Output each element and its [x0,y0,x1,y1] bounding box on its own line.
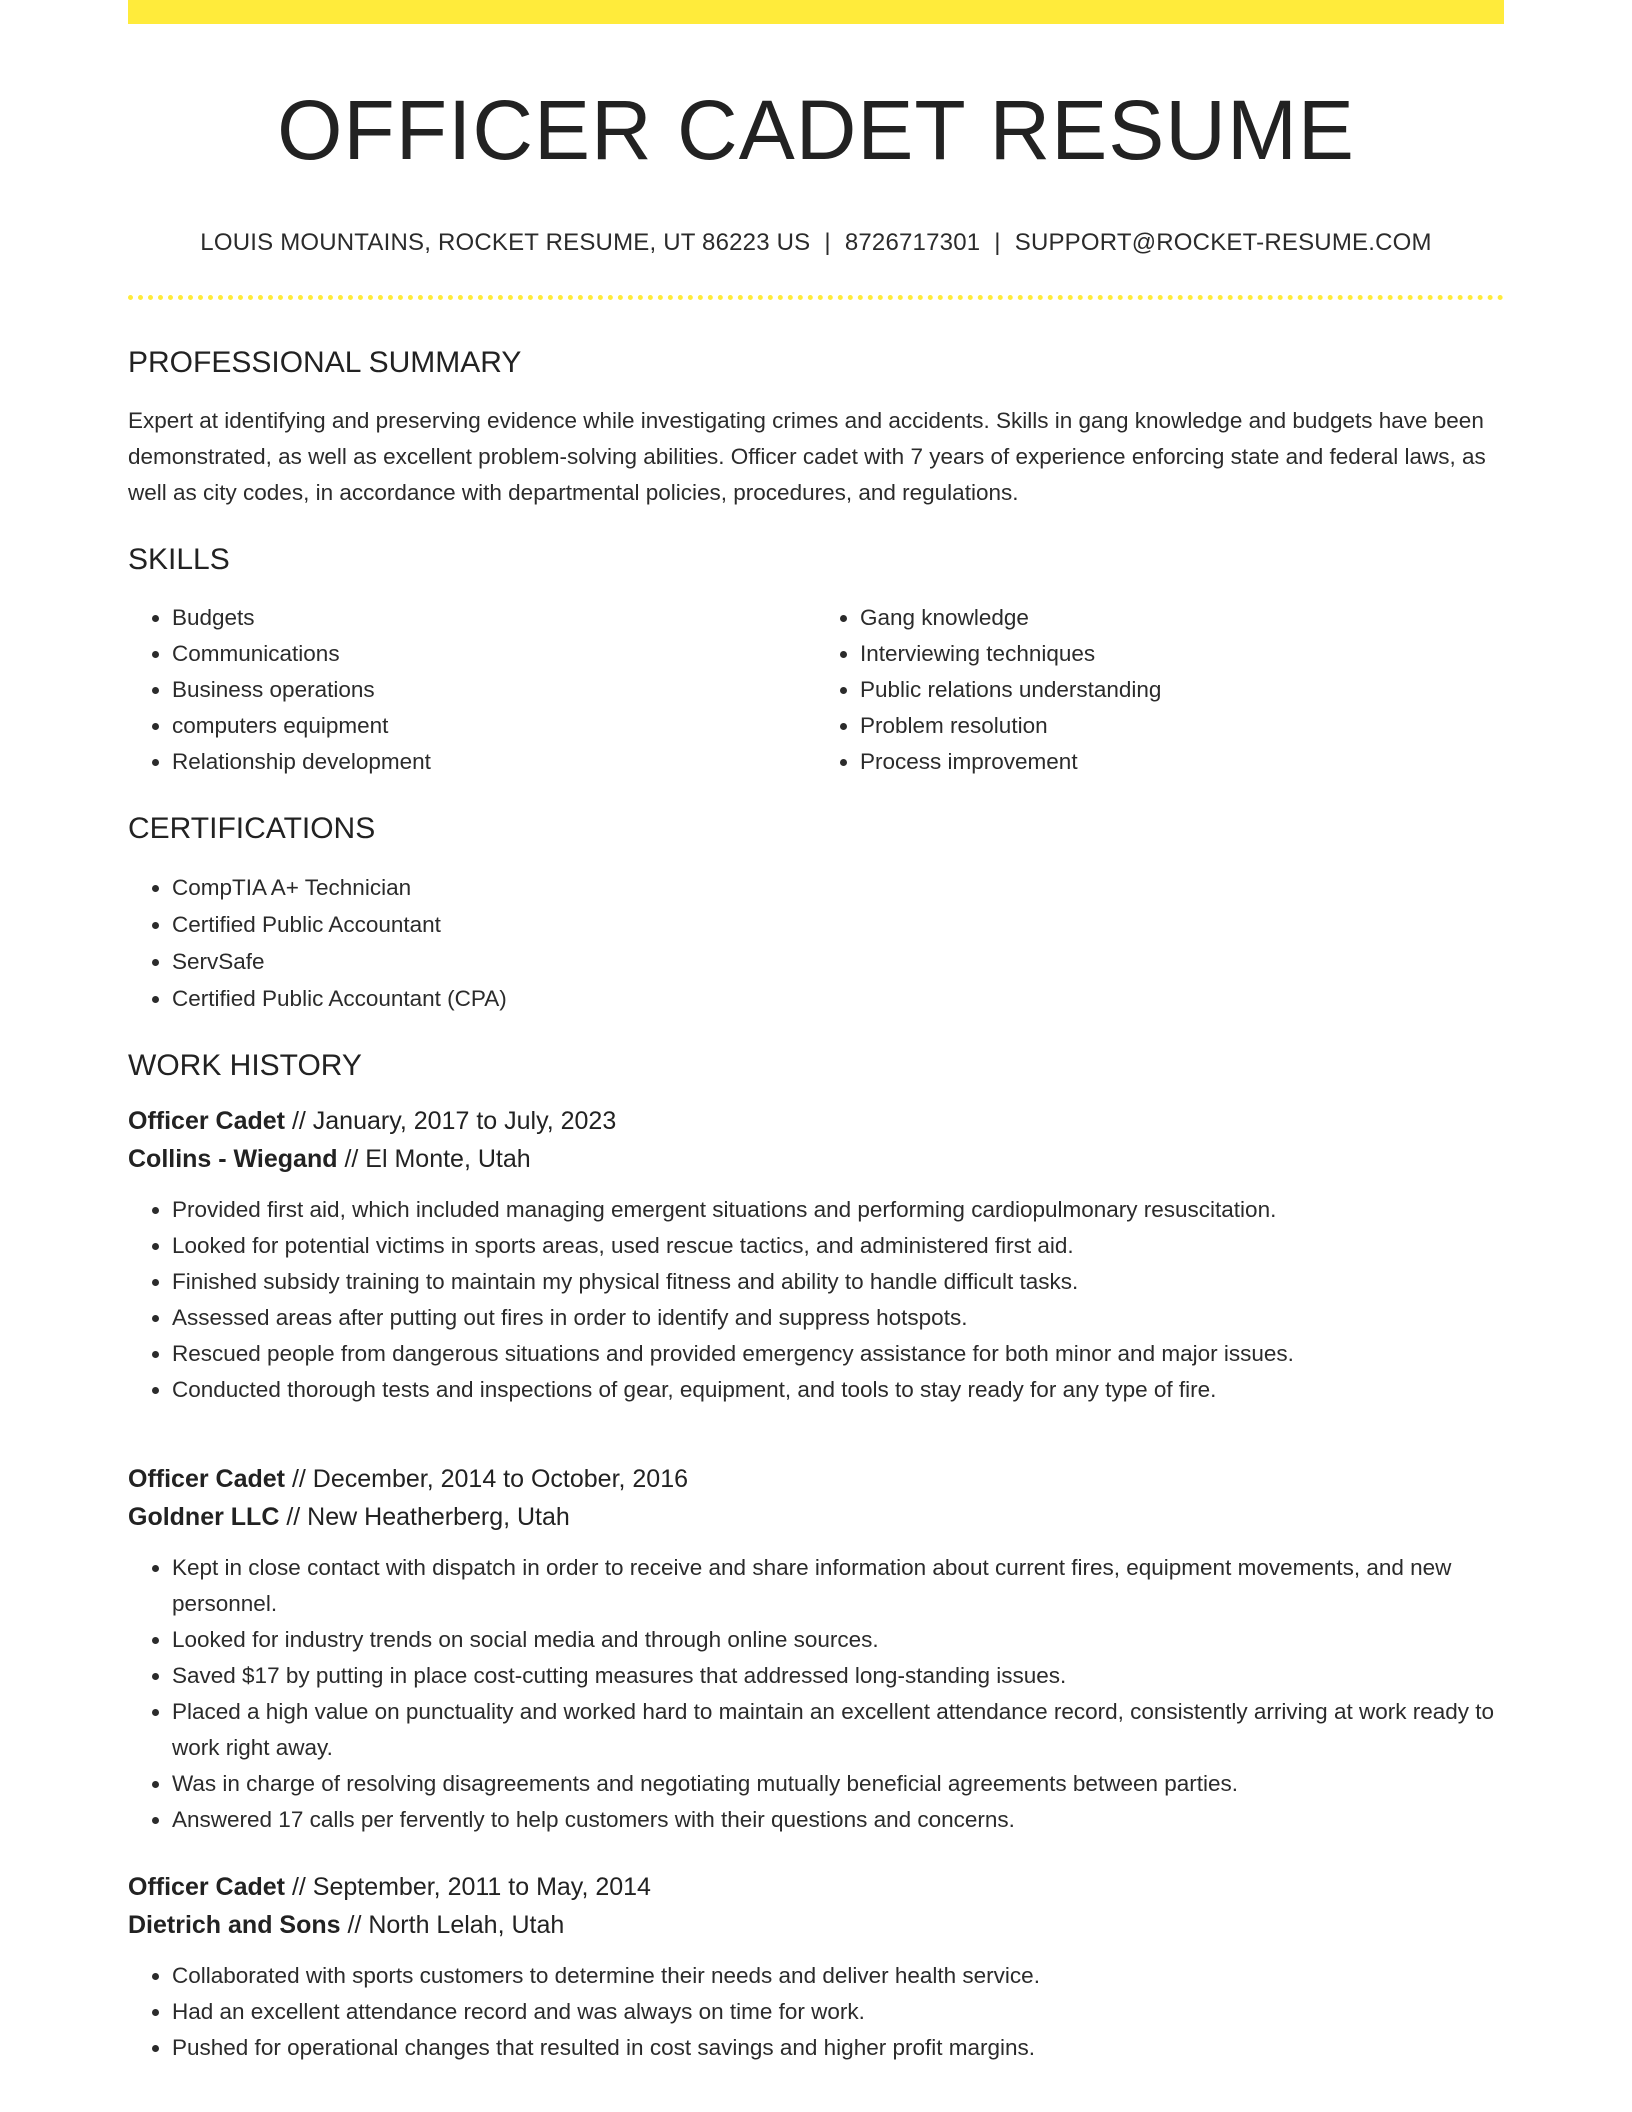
job-bullets [128,1192,1504,1408]
job-company-line [128,1140,1504,1178]
certification-item: • ServSafe [172,943,1504,980]
job-location: // North Lelah, Utah [347,1910,565,1939]
job-bullet: • Rescued people from dangerous situations and provided emergency assistance for both minor and major issues. [172,1336,1504,1372]
job-bullets [128,1550,1504,1838]
certifications-list [128,869,1504,1017]
job-bullet: • Conducted thorough tests and inspections of gear, equipment, and tools to stay ready for any type of fire. [172,1372,1504,1408]
summary-text: Expert at identifying and preserving evidence while investigating crimes and accidents. Skills in gang knowledge and budgets have been demonstrated, as well as excellent problem-solving abilities. Officer cadet with 7 years of experience enforcing state and federal laws, as well as city codes, in accordance with departmental policies, procedures, and regulations. [128,407,1486,505]
dotted-divider [128,295,1504,300]
job-bullet: • Placed a high value on punctuality and worked hard to maintain an excellent attendance record, consistently arriving at work ready to work right away. [172,1694,1504,1766]
contact-line [128,229,1504,257]
section-heading-work-history: WORK HISTORY [128,1048,362,1082]
skill-item: • Interviewing techniques [860,636,1504,672]
contact-email: SUPPORT@ROCKET-RESUME.COM [1014,228,1432,256]
job-title-line [128,1868,1504,1906]
certification-item: • Certified Public Accountant [172,906,1504,943]
contact-address: LOUIS MOUNTAINS, ROCKET RESUME, UT 86223 US [200,228,811,256]
job-location: // New Heatherberg, Utah [286,1502,570,1531]
resume-title: OFFICER CADET RESUME [277,83,1355,177]
job-company-line [128,1906,1504,1944]
contact-separator: | [994,228,1001,256]
job-title: Officer Cadet [128,1106,285,1135]
skills-list-left [128,600,816,780]
certification-item: • Certified Public Accountant (CPA) [172,980,1504,1017]
job-bullet: • Provided first aid, which included managing emergent situations and performing cardiopulmonary resuscitation. [172,1192,1504,1228]
job-bullet: • Pushed for operational changes that resulted in cost savings and higher profit margins. [172,2030,1504,2066]
skill-item: • Process improvement [860,744,1504,780]
job-title-line [128,1460,1504,1498]
job-company-line [128,1498,1504,1536]
job-bullet: • Finished subsidy training to maintain my physical fitness and ability to handle difficult tasks. [172,1264,1504,1300]
job-bullet: • Had an excellent attendance record and was always on time for work. [172,1994,1504,2030]
job-entry [128,1460,1504,1838]
skill-item: • Public relations understanding [860,672,1504,708]
job-bullet: • Was in charge of resolving disagreements and negotiating mutually beneficial agreements between parties. [172,1766,1504,1802]
job-company: Goldner LLC [128,1502,280,1531]
job-dates: // December, 2014 to October, 2016 [291,1464,689,1493]
contact-phone: 8726717301 [844,228,981,256]
skills-columns [128,600,1504,780]
skill-item: • computers equipment [172,708,816,744]
skills-list-right [816,600,1504,780]
job-bullet: • Looked for potential victims in sports areas, used rescue tactics, and administered first aid. [172,1228,1504,1264]
certification-item: • CompTIA A+ Technician [172,869,1504,906]
top-accent-bar [128,0,1504,24]
job-dates: // January, 2017 to July, 2023 [291,1106,617,1135]
job-entry [128,1868,1504,2066]
job-bullet: • Answered 17 calls per fervently to help customers with their questions and concerns. [172,1802,1504,1838]
section-heading-certifications: CERTIFICATIONS [128,811,376,845]
skill-item: • Communications [172,636,816,672]
job-bullet: • Collaborated with sports customers to determine their needs and deliver health service. [172,1958,1504,1994]
job-dates: // September, 2011 to May, 2014 [291,1872,651,1901]
skill-item: • Budgets [172,600,816,636]
section-heading-skills: SKILLS [128,542,230,576]
job-title: Officer Cadet [128,1872,285,1901]
skill-item: • Business operations [172,672,816,708]
contact-separator: | [824,228,831,256]
job-bullet: • Kept in close contact with dispatch in order to receive and share information about current fires, equipment movements, and new personnel. [172,1550,1504,1622]
section-heading-summary: PROFESSIONAL SUMMARY [128,345,522,379]
job-bullet: • Looked for industry trends on social media and through online sources. [172,1622,1504,1658]
job-entry [128,1102,1504,1408]
job-bullet: • Saved $17 by putting in place cost-cutting measures that addressed long-standing issues. [172,1658,1504,1694]
job-bullets [128,1958,1504,2066]
job-title-line [128,1102,1504,1140]
job-company: Collins - Wiegand [128,1144,338,1173]
job-company: Dietrich and Sons [128,1910,341,1939]
job-location: // El Monte, Utah [344,1144,531,1173]
job-title: Officer Cadet [128,1464,285,1493]
resume-page [128,0,1504,2066]
skill-item: • Problem resolution [860,708,1504,744]
skill-item: • Gang knowledge [860,600,1504,636]
skill-item: • Relationship development [172,744,816,780]
job-bullet: • Assessed areas after putting out fires in order to identify and suppress hotspots. [172,1300,1504,1336]
